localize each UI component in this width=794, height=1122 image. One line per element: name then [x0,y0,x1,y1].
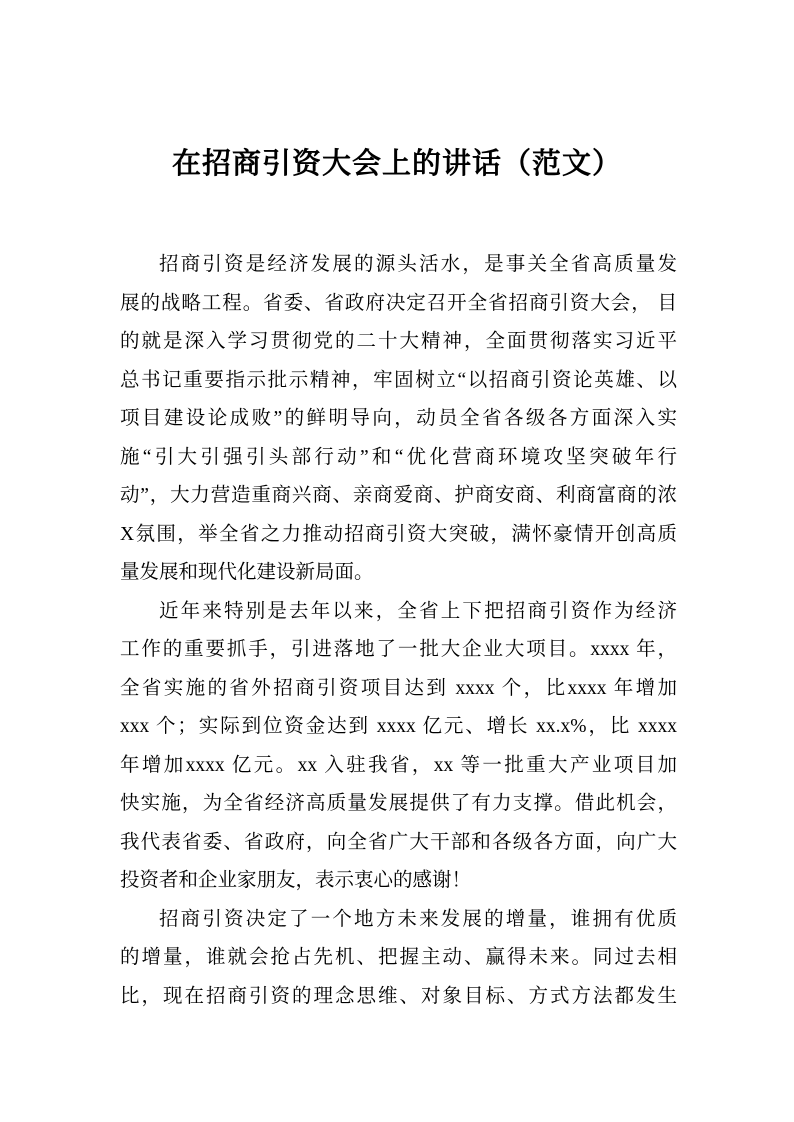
text-line: 总书记重要指示批示精神，牢固树立“以招商引资论英雄、以 [120,369,677,391]
text-line: xxx 个；实际到位资金达到 xxxx 亿元、增长 xx.x%，比 xxxx [120,716,677,737]
text-line: 展的战略工程。省委、省政府决定召开全省招商引资大会， 目 [120,292,677,314]
text-line: 我代表省委、省政府，向全省广大干部和各级各方面，向广大 [120,831,677,853]
text-line: 快实施，为全省经济高质量发展提供了有力支撑。借此机会， [120,793,677,814]
text-line: 量发展和现代化建设新局面。 [120,562,374,583]
text-line: 动”，大力营造重商兴商、亲商爱商、护商安商、利商富商的浓 [120,485,677,506]
text-line: 的增量，谁就会抢占先机、把握主动、赢得未来。同过去相 [120,947,677,968]
text-line: 施“引大引强引头部行动”和“优化营商环境攻坚突破年行 [120,446,677,468]
text-line: X氛围，举全省之力推动招商引资大突破，满怀豪情开创高质 [120,523,677,545]
paragraph-2 [120,593,677,901]
document-title: 在招商引资大会上的讲话（范文） [171,148,622,180]
document-body [120,246,677,1016]
text-line: 招商引资决定了一个地方未来发展的增量，谁拥有优质 [159,908,677,930]
paragraph-1 [120,246,677,593]
text-line: 比，现在招商引资的理念思维、对象目标、方式方法都发生 [120,985,677,1007]
text-line: 项目建设论成败”的鲜明导向，动员全省各级各方面深入实 [120,408,677,429]
text-line: 年增加xxxx 亿元。xx 入驻我省，xx 等一批重大产业项目加 [120,754,677,776]
text-line: 全省实施的省外招商引资项目达到 xxxx 个，比xxxx 年增加 [120,677,677,699]
text-line: 工作的重要抓手，引进落地了一批大企业大项目。xxxx 年， [120,639,677,660]
text-line: 近年来特别是去年以来，全省上下把招商引资作为经济 [159,600,677,622]
paragraph-3 [120,901,677,1017]
text-line: 的就是深入学习贯彻党的二十大精神，全面贯彻落实习近平 [120,331,677,352]
text-line: 招商引资是经济发展的源头活水，是事关全省高质量发 [159,254,677,275]
text-line: 投资者和企业家朋友，表示衷心的感谢！ [120,870,472,891]
